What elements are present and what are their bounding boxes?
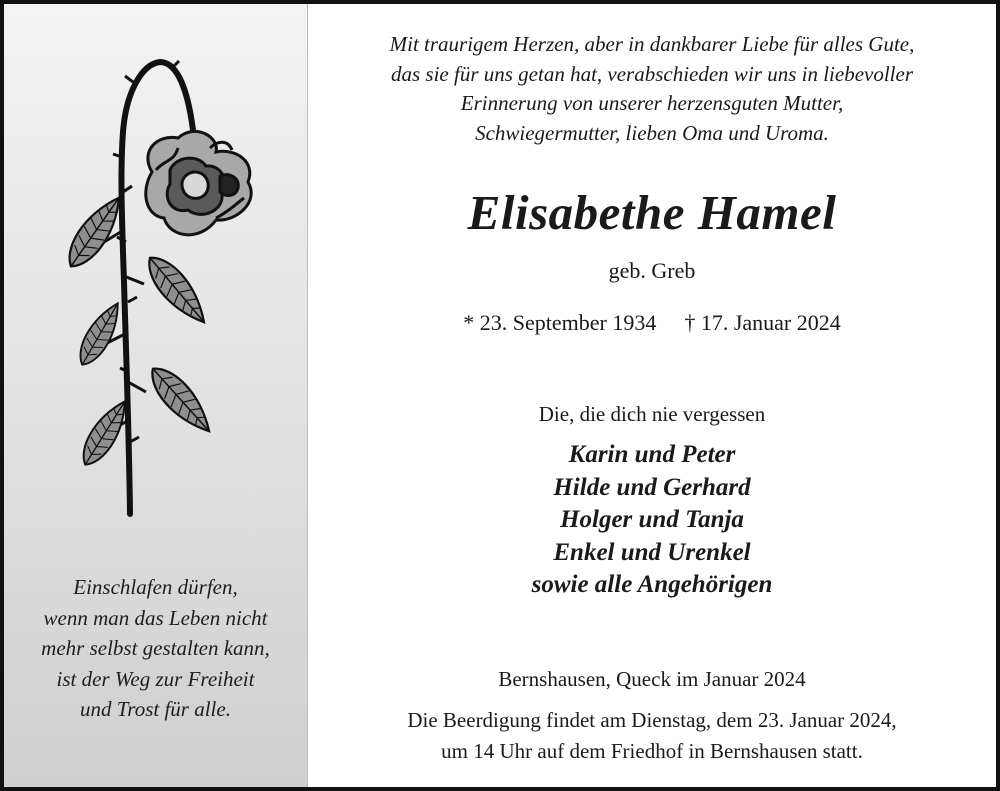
poem-line: mehr selbst gestalten kann, bbox=[41, 636, 270, 660]
birth-date: * 23. September 1934 bbox=[463, 310, 657, 335]
mourner-name: sowie alle Angehörigen bbox=[531, 571, 773, 598]
poem-line: und Trost für alle. bbox=[80, 697, 231, 721]
main-content bbox=[308, 4, 996, 787]
death-date: † 17. Januar 2024 bbox=[684, 310, 841, 335]
mourner-name: Hilde und Gerhard bbox=[553, 473, 751, 501]
deceased-name: Elisabethe Hamel bbox=[467, 185, 837, 240]
mourners-list bbox=[308, 439, 996, 602]
mourner-name: Enkel und Urenkel bbox=[553, 538, 751, 566]
intro-line: Schwiegermutter, lieben Oma und Uroma. bbox=[475, 120, 829, 145]
life-dates bbox=[308, 308, 996, 338]
poem-line: ist der Weg zur Freiheit bbox=[56, 666, 255, 691]
maiden-name: geb. Greb bbox=[608, 258, 696, 283]
place-and-date: Bernshausen, Queck im Januar 2024 bbox=[498, 667, 806, 691]
wilted-rose-icon bbox=[60, 52, 290, 522]
funeral-line: um 14 Uhr auf dem Friedhof in Bernshausen statt. bbox=[441, 738, 863, 763]
funeral-notice bbox=[308, 705, 996, 766]
intro-text bbox=[308, 30, 996, 148]
intro-line: das sie für uns getan hat, verabschieden wir uns in liebevoller bbox=[390, 61, 914, 86]
intro-line: Mit traurigem Herzen, aber in dankbarer Liebe für alles Gute, bbox=[389, 32, 915, 56]
sidebar-panel bbox=[4, 4, 307, 787]
poem bbox=[4, 572, 307, 725]
poem-line: wenn man das Leben nicht bbox=[43, 605, 268, 630]
intro-line: Erinnerung von unserer herzensguten Mutter, bbox=[460, 91, 844, 115]
poem-line: Einschlafen dürfen, bbox=[73, 575, 238, 599]
funeral-line: Die Beerdigung findet am Dienstag, dem 23. Januar 2024, bbox=[407, 708, 897, 732]
mourners-label: Die, die dich nie vergessen bbox=[538, 402, 766, 426]
mourner-name: Holger und Tanja bbox=[560, 506, 744, 533]
mourner-name: Karin und Peter bbox=[568, 441, 736, 468]
